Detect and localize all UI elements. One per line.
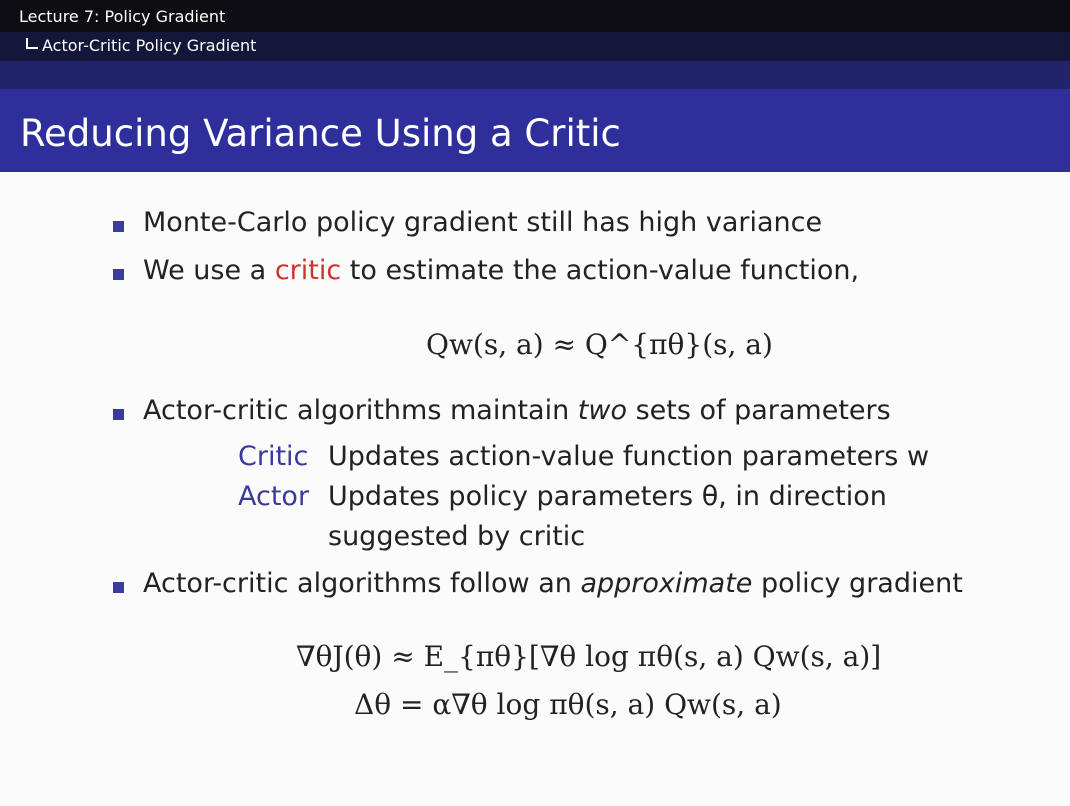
critic-highlight: critic xyxy=(274,255,342,286)
bullet-2-pre: We use a xyxy=(143,255,275,286)
bullet-marker xyxy=(113,409,124,420)
tree-corner-icon xyxy=(26,38,38,49)
bullet-4-emph: approximate xyxy=(580,568,753,599)
actor-term: Actor xyxy=(238,481,310,512)
lecture-label: Lecture 7: Policy Gradient xyxy=(19,7,226,26)
critic-desc: Updates action-value function parameters w xyxy=(328,441,930,472)
bullet-1: Monte-Carlo policy gradient still has high variance xyxy=(143,207,823,238)
equation-q-approx xyxy=(426,328,773,361)
equation-theta-update: Δθ = α∇θ log πθ(s, a) Qw(s, a) xyxy=(354,688,782,721)
bullet-3-emph: two xyxy=(577,395,627,426)
bullet-4 xyxy=(143,568,963,599)
critic-term: Critic xyxy=(238,441,309,472)
actor-desc-line-2: suggested by critic xyxy=(328,521,586,552)
bullet-4-post: policy gradient xyxy=(752,568,963,599)
bullet-marker xyxy=(113,582,124,593)
bullet-4-pre: Actor-critic algorithms follow an xyxy=(143,568,581,599)
subsection-text: Actor-Critic Policy Gradient xyxy=(42,36,257,55)
equation-q-approx-text: Qw(s, a) ≈ Q^{πθ}(s, a) xyxy=(426,328,773,361)
subsection-label xyxy=(26,36,256,55)
bullet-3 xyxy=(143,395,891,426)
bullet-marker xyxy=(113,269,124,280)
equation-policy-gradient: ∇θJ(θ) ≈ E_{πθ}[∇θ log πθ(s, a) Qw(s, a)] xyxy=(296,640,882,673)
bullet-2 xyxy=(143,255,859,286)
bullet-3-post: sets of parameters xyxy=(626,395,891,426)
actor-desc-line-1: Updates policy parameters θ, in direction xyxy=(328,481,887,512)
bullet-2-post: to estimate the action-value function, xyxy=(341,255,860,286)
bullet-3-pre: Actor-critic algorithms maintain xyxy=(143,395,578,426)
slide-title: Reducing Variance Using a Critic xyxy=(20,112,621,155)
bullet-marker xyxy=(113,221,124,232)
header-bar-spacer xyxy=(0,61,1070,89)
